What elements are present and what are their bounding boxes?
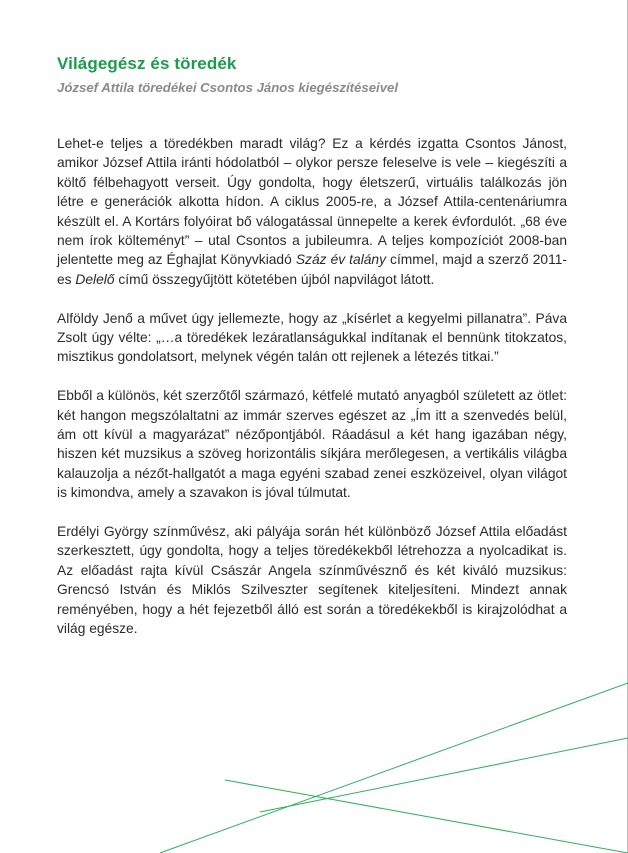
body-paragraph bbox=[57, 134, 567, 289]
paragraph-text: Ebből a különös, két szerzőtől származó, kétfelé mutató anyagból született az ötlet: két hangon megszólaltatni az immár szerves egészet az „Ím itt a szenvedés belül, ám ott kívül a magyarázat” nézőpontjából. Ráadásul a két hang igazában négy, hiszen két muzsikus a szöveg horizontális síkjára merőlegesen, a vertikális világba kalauzolja a nézőt-hallgatót a maga egyéni szabad zenei eszközeivel, olyan világot is kimondva, amely a szavakon is jóval túlmutat. bbox=[57, 388, 567, 501]
italic-title-text: Delelő bbox=[75, 271, 115, 287]
paragraph-text: Lehet-e teljes a töredékben maradt világ? Ez a kérdés izgatta Csontos Jánost, amikor József Attila iránti hódolatból – olykor persze feleselve is vele – kiegészíti a költő félbehagyott verseit. Úgy gondolta, hogy életszerű, virtuális találkozás jön létre e generációk alkotta hídon. A ciklus 2005-re, a József Attila-centenáriumra készült el. A Kortárs folyóirat bő válogatással ünnepelte a kerek évfordulót. „68 éve nem írok költeményt” – utal Csontos a jubileumra. A teljes kompozíciót 2008-ban jelentette meg az Éghajlat Könyvkiadó bbox=[57, 136, 567, 268]
decorative-line-1 bbox=[160, 683, 628, 853]
paragraph-text: Alföldy Jenő a művet úgy jellemezte, hogy az „kísérlet a kegyelmi pillanatra”. Páva Zsolt úgy vélte: „…a töredékek lezáratlanságukkal indítanak el bennünk titokzatos, misztikus gondolatsort, melynek végén talán ott rejlenek a létezés titkai.” bbox=[57, 310, 567, 365]
paragraph-text: címmel, majd a szerző 2011-es bbox=[57, 252, 567, 287]
body-paragraph bbox=[57, 386, 567, 502]
page-subtitle: József Attila töredékei Csontos János kiegészítéseivel bbox=[57, 80, 399, 95]
paragraph-text: című összegyűjtött kötetében újból napvilágot látott. bbox=[114, 271, 435, 287]
italic-title-text: Száz év talány bbox=[295, 252, 386, 268]
paragraph-text: Erdélyi György színművész, aki pályája során hét különböző József Attila előadást szerkesztett, úgy gondolta, hogy a teljes töredékekből létrehozza a nyolcadikat is. Az előadást rajta kívül Császár Angela színművésznő és két kiváló muzsikus: Grencsó István és Miklós Szilveszter segítenek kiteljesíteni. Mindezt annak reményében, hogy a hét fejezetből álló est során a töredékekből is kirajzolódhat a világ egésze. bbox=[57, 524, 567, 637]
body-text bbox=[57, 134, 567, 658]
decorative-line-3 bbox=[225, 780, 628, 853]
body-paragraph bbox=[57, 309, 567, 367]
decorative-line-2 bbox=[260, 738, 628, 812]
page-title: Világegész és töredék bbox=[57, 54, 237, 73]
body-paragraph bbox=[57, 522, 567, 638]
